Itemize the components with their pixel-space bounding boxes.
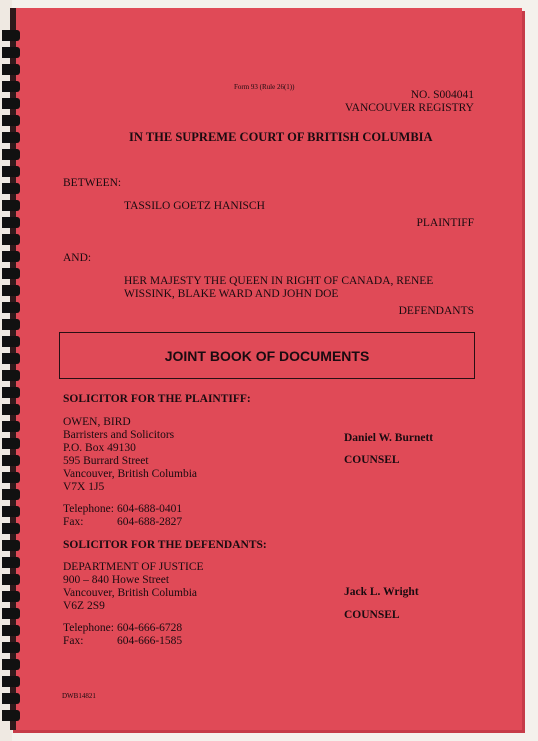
plaintiff-telephone-label: Telephone: [63,503,114,515]
binding-ring [2,302,20,313]
defendants-line-1: HER MAJESTY THE QUEEN IN RIGHT OF CANADA, RENEE [124,275,434,287]
defendant-solicitor-heading: SOLICITOR FOR THE DEFENDANTS: [63,539,267,551]
binding-ring [2,455,20,466]
binding-ring [2,489,20,500]
binding-ring [2,642,20,653]
binding-ring [2,421,20,432]
defendant-address-line: 900 – 840 Howe Street [63,574,170,586]
document-title: JOINT BOOK OF DOCUMENTS [164,348,370,364]
binding-ring [2,47,20,58]
binding-ring [2,557,20,568]
binding-ring [2,115,20,126]
binding-ring [2,472,20,483]
defendant-counsel-label: COUNSEL [344,609,400,621]
plaintiff-counsel-label: COUNSEL [344,454,400,466]
binding-ring [2,625,20,636]
plaintiff-address-line: Vancouver, British Columbia [63,468,198,480]
binding-ring [2,574,20,585]
binding-ring [2,336,20,347]
binding-ring [2,608,20,619]
plaintiff-role: PLAINTIFF [416,217,474,229]
binding-ring [2,149,20,160]
plaintiff-address-line: V7X 1J5 [63,481,105,493]
registry-number: NO. S004041 [410,89,474,101]
plaintiff-address-line: Barristers and Solicitors [63,429,175,441]
defendant-fax: 604-666-1585 [117,635,183,647]
defendants-role: DEFENDANTS [398,305,474,317]
binding-ring [2,506,20,517]
defendant-fax-label: Fax: [63,635,84,647]
binding-ring [2,676,20,687]
defendant-address-line: Vancouver, British Columbia [63,587,198,599]
binding-ring [2,285,20,296]
footer-code: DWB14821 [62,692,96,700]
plaintiff-address-line: 595 Burrard Street [63,455,149,467]
defendant-address-line: V6Z 2S9 [63,600,105,612]
binding-ring [2,710,20,721]
registry-name: VANCOUVER REGISTRY [344,102,474,114]
defendant-solicitor-firm: DEPARTMENT OF JUSTICE [63,561,204,573]
binding-ring [2,353,20,364]
binding-ring [2,200,20,211]
binding-ring [2,319,20,330]
binding-ring [2,183,20,194]
document-title-box [59,332,475,379]
binding-ring [2,251,20,262]
binding-ring [2,591,20,602]
binding-ring [2,98,20,109]
binding-ring [2,540,20,551]
binding-ring [2,30,20,41]
form-label: Form 93 (Rule 26(1)) [234,83,295,91]
binding-ring [2,370,20,381]
defendant-telephone-label: Telephone: [63,622,114,634]
binding-ring [2,387,20,398]
plaintiff-solicitor-firm: OWEN, BIRD [63,416,131,428]
court-title: IN THE SUPREME COURT OF BRITISH COLUMBIA [129,130,433,144]
binding-ring [2,404,20,415]
plaintiff-fax: 604-688-2827 [117,516,183,528]
binding-ring [2,693,20,704]
and-label: AND: [63,252,92,264]
plaintiff-address-line: P.O. Box 49130 [63,442,136,454]
binding-ring [2,438,20,449]
defendants-line-2: WISSINK, BLAKE WARD AND JOHN DOE [124,288,339,300]
binding-ring [2,166,20,177]
plaintiff-telephone: 604-688-0401 [117,503,183,515]
binding-ring [2,217,20,228]
binding-ring [2,523,20,534]
binding-ring [2,268,20,279]
binding-ring [2,81,20,92]
plaintiff-fax-label: Fax: [63,516,84,528]
plaintiff-name: TASSILO GOETZ HANISCH [124,200,265,212]
binding-ring [2,132,20,143]
plaintiff-counsel-name: Daniel W. Burnett [344,432,434,444]
binding-ring [2,234,20,245]
between-label: BETWEEN: [63,177,122,189]
defendant-counsel-name: Jack L. Wright [344,586,419,598]
plaintiff-solicitor-heading: SOLICITOR FOR THE PLAINTIFF: [63,393,251,405]
binding-ring [2,659,20,670]
defendant-telephone: 604-666-6728 [117,622,183,634]
binding-ring [2,64,20,75]
